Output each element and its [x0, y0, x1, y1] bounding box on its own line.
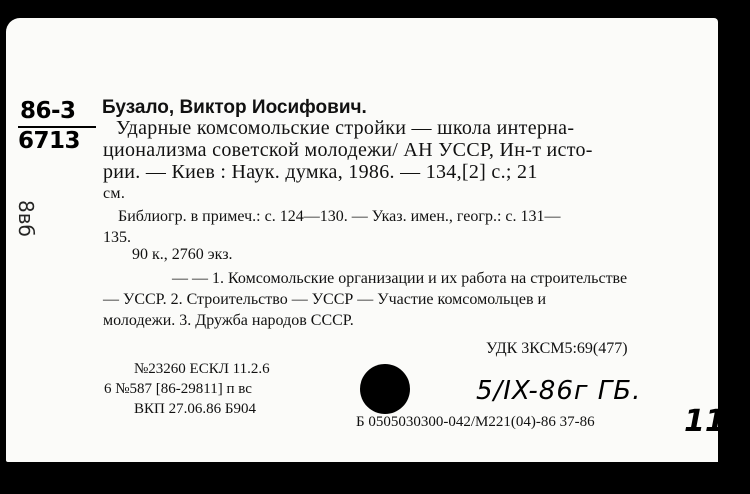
- punch-hole: [360, 364, 410, 414]
- subject-line-3: молодежи. 3. Дружба народов СССР.: [103, 312, 354, 329]
- title-line-2: ционализма советской молодежи/ АН УССР, Ин-т исто-: [103, 139, 593, 161]
- title-line-3: рии. — Киев : Наук. думка, 1986. — 134,[2] с.; 21: [103, 161, 538, 183]
- subject-line-2: — УССР. 2. Строительство — УССР — Участие комсомольцев и: [103, 291, 547, 308]
- catalog-line-1: №23260 ЕСКЛ 11.2.6: [134, 361, 270, 377]
- bibliography-line-1: Библиогр. в примеч.: с. 124—130. — Указ. имен., геогр.: с. 131—: [118, 208, 561, 225]
- subject-line-1: — — 1. Комсомольские организации и их работа на строительстве: [172, 270, 628, 287]
- handwritten-date-note: 5/IX-86г ГБ.: [476, 376, 642, 406]
- title-line-1: Ударные комсомольские стройки — школа интерна-: [116, 117, 575, 139]
- bibliography-line-2: 135.: [103, 229, 131, 246]
- catalog-line-2: 6 №587 [86-29811] п вс: [104, 381, 252, 397]
- shelf-mark-line1: 86-3: [20, 98, 76, 124]
- author-name: Бузало, Виктор Иосифович.: [102, 97, 367, 118]
- card-edge: [718, 18, 740, 462]
- print-run: 90 к., 2760 экз.: [132, 246, 233, 263]
- udc-code: УДК 3КСМ5:69(477): [486, 340, 628, 357]
- shelf-mark-line2: 6713: [18, 128, 81, 154]
- order-code: Б 0505030300-042/М221(04)-86 37-86: [356, 414, 595, 430]
- title-line-4: см.: [103, 185, 126, 202]
- side-handwritten-mark: 8вб: [14, 200, 38, 237]
- catalog-line-3: ВКП 27.06.86 Б904: [134, 401, 256, 417]
- handwritten-number: 113: [684, 404, 747, 439]
